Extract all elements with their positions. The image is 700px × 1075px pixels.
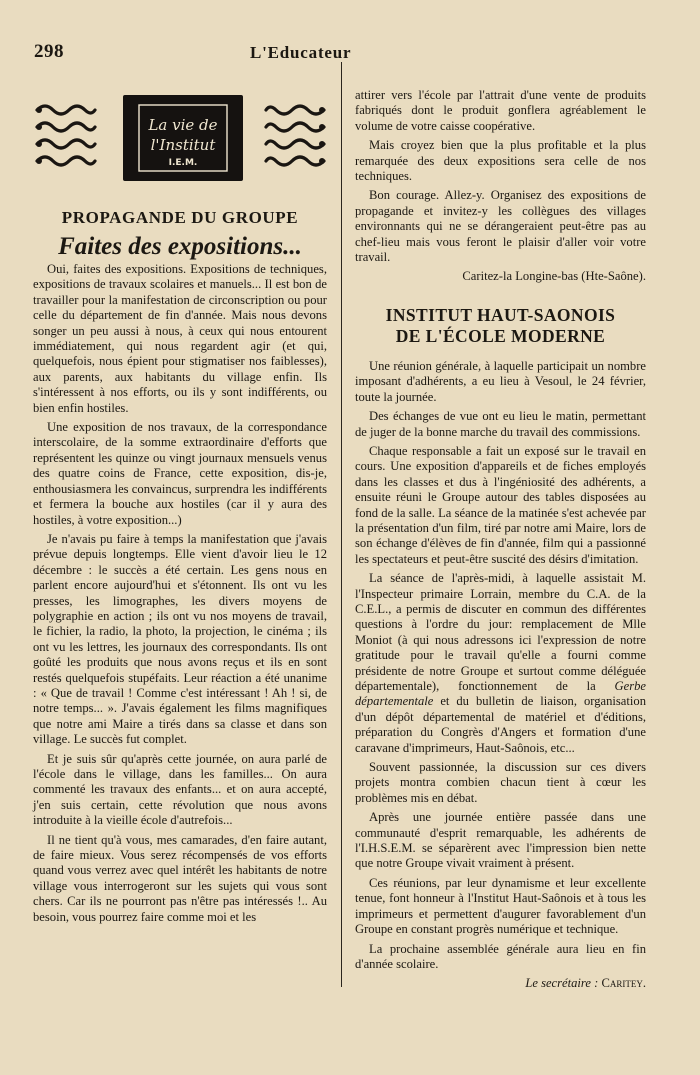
logo-line-1: La vie de (148, 116, 218, 134)
continued-paragraph: Mais croyez bien que la plus profitable et la plus remarquée des deux expositions sera celle de nos techniques. (355, 138, 646, 184)
right-scroll-ornament-icon (264, 100, 328, 178)
section-title (355, 305, 646, 347)
seance-italic-title: Gerbe départementale (355, 679, 646, 709)
column-rule (341, 62, 342, 987)
left-column (33, 262, 327, 929)
section-title-line-1: INSTITUT HAUT-SAONOIS (385, 304, 616, 325)
article-title: Faites des expositions... (58, 233, 302, 260)
body-paragraph: Une exposition de nos travaux, de la correspondance interscolaire, de la somme extraordinaire d'efforts que représentent les quinze ou vingt journaux mensuels venus des quatre coins de France, cette exposition, dis-je, enthousiasmera les convaincus, surprendra les indifférents et fermera la bouche aux hostiles (car il y aura des hostiles, à votre exposition...) (33, 420, 327, 527)
section-paragraph: Souvent passionnée, la discussion sur ces divers projets montra combien chacun tient à cœur les problèmes mis en débat. (355, 760, 646, 805)
body-paragraph: Oui, faites des expositions. Expositions de techniques, expositions de travaux scolaires et manuels... Il est bon de travailler pour la manifestation de circonscription ou pour celle du département de fin d'année. Mais nous devons songer un peu aussi à nous, à ceux qui nous entourent immédiatement, qui nous regardent agir (et qui, quelquefois, nous épient pour stigmatiser nos faiblesses), aux parents, aux habitants du village enfin. Ils s'intéressent à nos efforts, ou ils y sont indifférents, ou bien enfin hostiles. (33, 262, 327, 415)
seance-text-b: et du bulletin de liaison, organisation d'un dépôt départemental de matériel et d'éditions, préparation du Congrès d'Angers et formation d'une caravane d'imprimeurs, Haut-Saônois, etc... (355, 694, 646, 755)
section-paragraph: La prochaine assemblée générale aura lieu en fin d'année scolaire. (355, 941, 646, 971)
section-paragraph-seance (355, 571, 646, 756)
section-title-line-2: DE L'ÉCOLE MODERNE (395, 325, 606, 346)
continued-paragraph: Bon courage. Allez-y. Organisez des expositions de propagande et invitez-y les collègues des villages environnants qui ne se dérangeraient peut-être pas au chef-lieu mais vous feront le plaisir d'aller voir votre travail. (355, 188, 646, 265)
signature-role: Le secrétaire : (525, 976, 602, 991)
section-paragraph: Une réunion générale, à laquelle participait un nombre imposant d'adhérents, a eu lieu à Vesoul, le 24 février, toute la journée. (355, 358, 646, 404)
continued-paragraph: attirer vers l'école par l'attrait d'une vente de produits fabriqués dont le produit gonflera agréablement le volume de votre caisse coopérative. (355, 88, 646, 133)
body-paragraph: Il ne tient qu'à vous, mes camarades, d'en faire autant, de faire mieux. Vous serez récompensés de vos efforts quand vous verrez avec quel intérêt les habitants de notre village vous interrogeront sur les sujets qui vous sont chers. Car ils ne pourront pas n'être pas intéressés !.. Au besoin, vous pourrez faire comme moi et les (33, 832, 327, 924)
section-paragraph: Chaque responsable a fait un exposé sur le travail en cours. Une exposition d'appareils et de fiches employés dans les classes et dus à l'ingéniosité des adhérents, a ensuite réuni le Groupe autour des tables disposées au fond de la salle. La séance de la matinée s'est achevée par la présentation d'un film, tiré par notre ami Maire, lors de son échange d'élèves de fin d'année, film qui a passionné les spectateurs et peut-être suscité des désirs d'imitation. (355, 443, 646, 566)
body-paragraph: Et je suis sûr qu'après cette journée, on aura parlé de l'école dans le village, dans les familles... On aura commenté les travaux des enfants... et on aura accepté, j'en suis certain, cette révolution que nous avons introduite à la vieille école d'autrefois... (33, 751, 327, 828)
section-paragraph: Des échanges de vue ont eu lieu le matin, permettant de juger de la bonne marche du travail des commissions. (355, 409, 646, 439)
signature-name: Caritey. (601, 976, 646, 991)
section-paragraph: Ces réunions, par leur dynamisme et leur excellente tenue, font honneur à l'Institut Haut-Saônois et à tous les imprimeurs et permettent d'augurer favorablement d'un Groupe en constant progrès numérique et technique. (355, 875, 646, 937)
right-column (355, 88, 646, 996)
logo-monogram: I.E.M. (168, 158, 198, 168)
institut-logo (123, 95, 243, 181)
left-article-heading (33, 208, 327, 262)
section-paragraph: Après une journée entière passée dans une communauté d'esprit remarquable, les adhérents de l'I.H.S.E.M. se séparèrent avec l'impression bien nette que notre Groupe vivait vraiment à présent. (355, 810, 646, 871)
page-number: 298 (34, 41, 64, 62)
seance-text-a: La séance de l'après-midi, à laquelle assistait M. l'Inspecteur primaire Lorrain, membre du C.A. de la C.E.L., a permis de discuter en commun des différentes questions à l'ordre du jour: remplacement de Mlle Moniot (à qui nous adressons ici l'expression de notre gratitude pour le travail qu'elle a fourni comme présidente de notre Groupe et surtout comme déléguée départementale), fonctionnement de la (355, 571, 646, 693)
article-signature: Caritez-la Longine-bas (Hte-Saône). (462, 269, 646, 284)
logo-line-2: l'Institut (150, 136, 216, 154)
body-paragraph: Je n'avais pu faire à temps la manifestation que j'avais prévue depuis longtemps. Elle vient d'avoir lieu le 12 décembre : le succès a été certain. Les gens nous en parlent encore aujourd'hui et s'étonnent. Ils ont vu les presses, les limographes, les divers moyens de polygraphie en action ; ils ont vu nos moyens de travail, le fichier, la radio, la photo, la projection, le cinéma ; ils ont vu les lettres, les journaux des correspondants. Ils ont goûté les produits que nous avons reçus et ils en sont restés quelquefois stupéfaits. Leur réaction a été unanime : « Que de travail ! Comme c'est intéressant ! Ah ! si, de notre temps... ». J'avais également les films magnifiques que notre ami Maire a tirés dans sa classe et dans son village. Le succès fut complet. (33, 531, 327, 747)
left-scroll-ornament-icon (33, 100, 97, 178)
article-kicker: PROPAGANDE DU GROUPE (61, 208, 299, 227)
secretary-signature (355, 976, 646, 991)
running-head: L'Educateur (250, 43, 352, 62)
